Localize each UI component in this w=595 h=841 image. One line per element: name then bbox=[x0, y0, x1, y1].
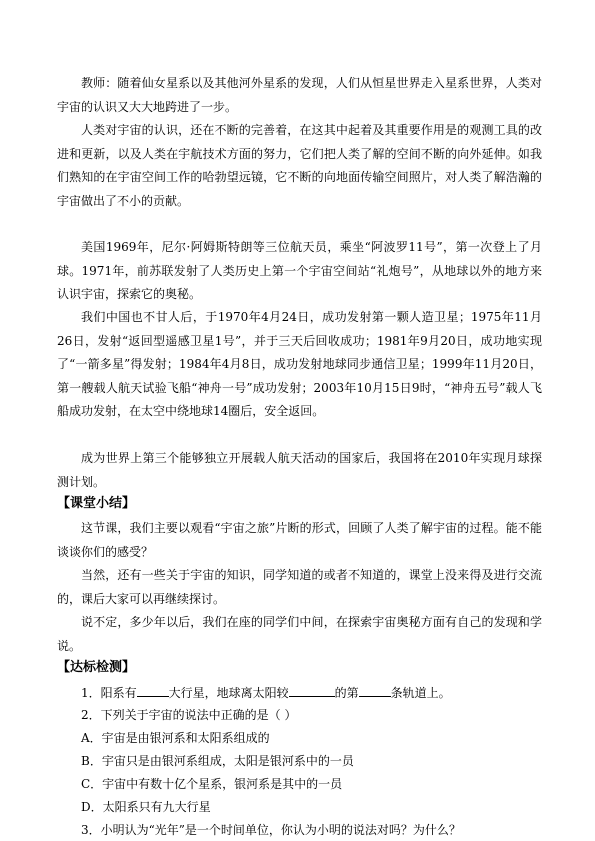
question-1-part-b: 大行星，地球离太阳较 bbox=[168, 686, 289, 700]
option-c: C．宇宙中有数十亿个星系，银河系是其中的一员 bbox=[81, 777, 343, 791]
paragraph-summary-2: 当然，还有一些关于宇宙的知识，同学知道的或者不知道的，课堂上没来得及进行交流的，课后大家可以再继续探讨。 bbox=[57, 568, 542, 606]
paragraph-moon-plan: 成为世界上第三个能够独立开展载人航天活动的国家后，我国将在2010年实现月球探测计划。 bbox=[57, 451, 542, 489]
question-1 bbox=[81, 683, 451, 703]
paragraph-summary-1: 这节课，我们主要以观看“宇宙之旅”片断的形式，回顾了人类了解宇宙的过程。能不能谈谈你们的感受？ bbox=[57, 521, 542, 559]
answer-blank-3[interactable] bbox=[359, 684, 391, 697]
question-1-part-a: 1．阳系有 bbox=[81, 686, 137, 700]
question-1-part-c: 的第 bbox=[334, 686, 359, 700]
answer-blank-1[interactable] bbox=[137, 684, 169, 697]
answer-blank-2[interactable] bbox=[289, 684, 335, 697]
option-a: A．宇宙是由银河系和太阳系组成的 bbox=[81, 731, 270, 745]
paragraph-moon-landing: 美国1969年，尼尔·阿姆斯特朗等三位航天员，乘坐“阿波罗11号”，第一次登上了月球。1971年，前苏联发射了人类历史上第一个宇宙空间站“礼炮号”，从地球以外的地方来认识宇宙，探索它的奥秘。 bbox=[57, 240, 542, 301]
section-heading-test: 【达标检测】 bbox=[57, 660, 136, 675]
question-1-part-d: 条轨道上。 bbox=[390, 686, 451, 700]
question-3: 3．小明认为“光年”是一个时间单位，你认为小明的说法对吗？为什么？ bbox=[81, 823, 461, 837]
section-heading-summary: 【课堂小结】 bbox=[57, 496, 136, 511]
option-d: D．太阳系只有九大行星 bbox=[81, 800, 211, 814]
paragraph-teacher: 教师：随着仙女星系以及其他河外星系的发现，人们从恒星世界走入星系世界，人类对宇宙的认识又大大地跨进了一步。 bbox=[57, 76, 542, 114]
paragraph-summary-3: 说不定，多少年以后，我们在座的同学们中间，在探索宇宙奥秘方面有自己的发现和学说。 bbox=[57, 615, 542, 653]
option-b: B．宇宙只是由银河系组成，太阳是银河系中的一员 bbox=[81, 754, 354, 768]
paragraph-china-space: 我们中国也不甘人后，于1970年4月24日，成功发射第一颗人造卫星；1975年11月26日，发射“返回型遥感卫星1号”，并于三天后回收成功；1981年9月20日，成功地实现了“一箭多星”得发射；1984年4月8日，成功发射地球同步通信卫星；1999年11月20日，第一艘载人航天试验飞船“神舟一号”成功发射；2003年10月15日9时，“神舟五号”载人飞船成功发射，在太空中绕地球14圈后，安全返回。 bbox=[57, 310, 542, 418]
paragraph-observation: 人类对宇宙的认识，还在不断的完善着，在这其中起着及其重要作用是的观测工具的改进和更新，以及人类在宇航技术方面的努力，它们把人类了解的空间不断的向外延伸。如我们熟知的在宇宙空间工作的哈勃望远镜，它不断的向地面传输空间照片，对人类了解浩瀚的宇宙做出了不小的贡献。 bbox=[57, 123, 542, 208]
question-2: 2．下列关于宇宙的说法中正确的是（ ） bbox=[81, 708, 297, 722]
